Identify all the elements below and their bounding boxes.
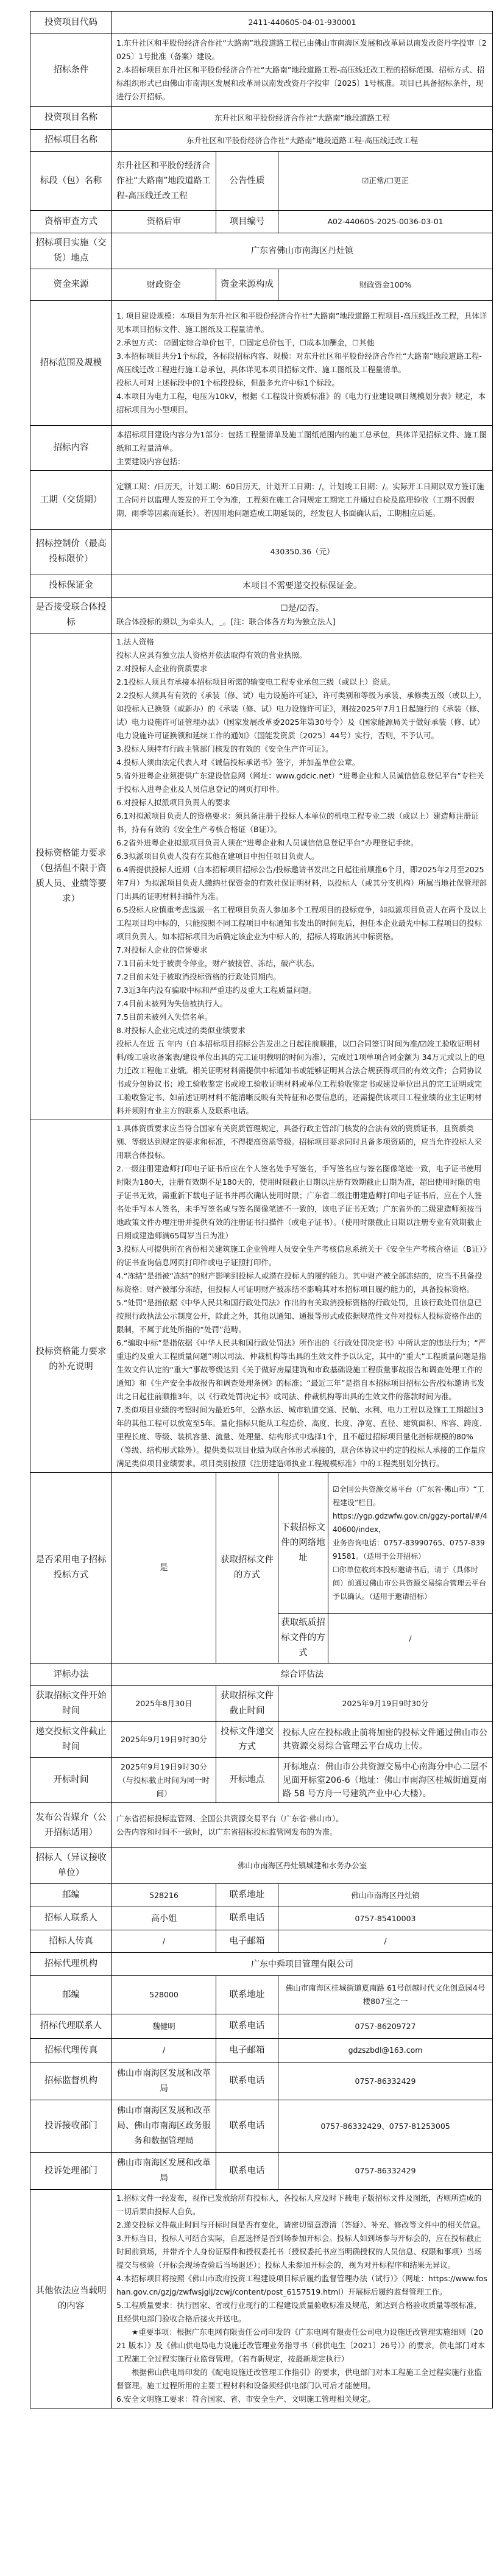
paragraph: 2.递交投标文件截止时间与开标时间是否有变化，请密切留意澄清（答疑）、补充、修改等文件中的相关信息。 [116,2220,486,2229]
row-investment-name [30,107,493,130]
row-consortium [30,598,493,633]
row-agency-contact [30,2014,493,2039]
label: 联系电话 [216,1907,278,1930]
paragraph: 6.1对拟派项目负责人的资格要求：须具备注册于投标人本单位的机电工程专业二级（或以上）建造师注册证书，持有有效的《安全生产考核合格证（B证）》。 [116,811,479,834]
paragraph: 6.5投标人应慎重考虑选派一名工程项目负责人参加多个工程项目的投标竞争，如拟派项目负责人在两个及以上工程项目均中标的，只能按照不同工程项目中标通知书发出的时间先后，担任本企业最先中标工程项目的投标项目负责人。如本招标项目为后确定该企业为中标人的，招标人将取消其中标资格。 [116,905,487,941]
get-end-value: 2025年9月19日9时30分 [278,1686,493,1722]
tenderer-email-value: / [278,1930,493,1953]
section-name-value: 东升社区和平股份经济合作社“大路南”地段道路工程-高压线迁改工程 [112,152,216,211]
paragraph: 本招标项目建设内容分为1部分：包括工程量清单及施工图纸范围内的施工总承包，具体详见招标文件、施工图纸和工程量清单。 [116,429,487,453]
label: 招标控制价（最高投标限价） [30,530,112,574]
row-review-method [30,211,493,233]
consortium-note: 联合体投标的须以_为牵头人，_。[注：联合体各方均为独立法人] [116,617,336,626]
label: 下载招标文件的网络地址 [278,1473,328,1614]
label: 工期（交货期） [30,471,112,530]
media-text [112,1803,493,1848]
complaint-receive-value: 佛山市南海区发展和改革局、佛山市南海区政务服务和数据管理局 [112,2100,216,2153]
notice-type-checkbox[interactable]: ☑正常/☐更正 [278,152,493,211]
paragraph: 公告内容和时间不一致时，以广东省招标投标监管网发布的为准。 [116,1827,338,1837]
row-evaluation [30,1664,493,1686]
paragraph: https://ygp.gdzwfw.gov.cn/ggzy-portal/#/440600/index， [333,1512,488,1534]
label: 联系地址 [216,1884,278,1907]
row-project-name [30,130,493,152]
label: 项目编号 [216,211,278,233]
complaint-receive-phone-value: 0757-86332429、0757-81253005 [278,2100,493,2153]
label: 投标资格能力要求的补充说明 [30,1120,112,1473]
paragraph: 投标人可对上述标段中的1个标段投标，但最多允许中标1个标段。 [116,378,339,387]
investment-name-value: 东升社区和平股份经济合作社“大路南”地段道路工程 [112,107,493,130]
control-price-value: 430350.36（元） [112,530,493,574]
tenderer-zip-value: 528216 [112,1884,216,1907]
label: 资金来源 [30,269,112,301]
label: 招标监督机构 [30,2063,112,2100]
row-deposit [30,574,493,598]
submit-method-value: 投标人应在投标截止前将加密的投标文件通过佛山市公共资源交易综合管理云平台成功上传。 [278,1722,493,1758]
label: 投资项目名称 [30,107,112,130]
tenderer-value: 佛山市南海区丹灶镇城建和水务办公室 [112,1848,493,1884]
paragraph: 1.法人资格 [116,637,154,646]
paragraph: 投标人在近 五 年内（自本招标项目招标公告发出之日起往前顺推，以☐合同签订时间为准/☑竣工验收证明材料/竣工验收备案表/建设单位出具的完工证明载明的时间为准），完成过1项单项合同金额为 34万元或以上的电力迁改工程施工业绩。相关证明材料需提供中标通知书或能够证明其合法合规获得项目的有效文件；合同协议书或分包协议书；竣工验收鉴定书或竣工验收证明材料或单位工程验收鉴定书或建设单位出具的完工证明或完工验收鉴定书，如前述证明材料不能清晰反映有关特征和必要信息的，还需提供该项目工程业绩的业主证明材料并须附有业主方的联系人及联系电话。 [116,1039,486,1115]
label: 投标保证金 [30,574,112,598]
label: 招标人（异议接收单位） [30,1848,112,1884]
paragraph: 2.2投标人须具有有效的《承装（修、试）电力设施许可证》，许可类别和等级为承装、承修类五级（或以上），如投标人已换领（或新办）的《承装（修、试）电力设施许可证》，则按2025年7月1日起施行的《承装（修、试）电力设施许可证管理办法》（国家发展改革委2025年第30号令）及《国家能源局关于做好承装（修、试）电力设施许可证换领和延续工作的通知》（国能发资质〔2025〕44号）实行，否则，不予认可。 [116,691,487,740]
row-funding [30,269,493,301]
row-content [30,426,493,471]
supplement-text [112,1120,493,1473]
electronic-value: 是 [112,1473,216,1664]
tenderer-fax-value: / [112,1930,216,1953]
funding-value: 财政资金 [112,269,216,301]
label: 招标人传真 [30,1930,112,1953]
project-code-value: 2411-440605-04-01-930001 [112,12,493,34]
row-agency-zip [30,1976,493,2014]
row-tenderer [30,1848,493,1884]
agency-fax-value: / [112,2039,216,2063]
label: 招标内容 [30,426,112,471]
paragraph: 6.4需提供投标人近期（自本招标项目招标公告/投标邀请书发出之日起往前顺推6个月，即2025年2月至2025年7月）为拟派项目负责人缴纳社保资金的有效社保证明材料，以投标人（或其分支机构）所属当地社保管理部门出具的证明材料扫描件为准。 [116,865,487,901]
row-agency [30,1953,493,1976]
agency-contact-value: 魏健明 [112,2014,216,2039]
review-method-value: 资格后审 [112,211,216,233]
paragraph: 5.工程质量要求：执行国家、省或行业现行的工程建设质量验收标准及规范，须达到合格验收质量等级标准，且经供电部门验收合格后接火并送电。 [116,2301,482,2323]
other-text [112,2190,493,2408]
label: 邮编 [30,1884,112,1907]
label: 电子邮箱 [216,1930,278,1953]
supervision-phone-value: 0757-86332429 [278,2063,493,2100]
row-submit [30,1722,493,1758]
download-address-text [328,1473,493,1614]
label: 发布公告媒介（公开招标适用） [30,1803,112,1848]
row-section-name [30,152,493,211]
label: 投诉处理部门 [30,2153,112,2190]
project-name-value: 东升社区和平股份经济合作社“大路南”地段道路工程-高压线迁改工程 [112,130,493,152]
label: 资金来源构成 [216,269,278,301]
paragraph: 主要建设内容包括： [116,456,185,466]
label: 投资项目代码 [30,12,112,34]
scope-text [112,301,493,426]
label: 投诉接收部门 [30,2100,112,2153]
label: 招标人联系人 [30,1907,112,1930]
paragraph: 2.本招标项目东升社区和平股份经济合作社“大路南”地段道路工程-高压线迁改工程的招标范围、招标方式、招标组织形式已由佛山市南海区发展和改革局以南发改资丹字投审〔2025〕1号核准。项目已具备招标条件，现进行公开招标。 [116,65,485,101]
label: 招标代理机构 [30,1953,112,1976]
label: 联系电话 [216,2063,278,2100]
paragraph: 1.东升社区和平股份经济合作社“大路南”地段道路工程已由佛山市南海区发展和改革局以南发改资丹字投审〔2025〕1号批准（备案）建设。 [116,38,487,61]
row-media [30,1803,493,1848]
row-qualification [30,633,493,1120]
paragraph: 2.一级注册建造师打印电子证书后应在个人签名处手写签名，手写签名应与签名图像笔迹一致，电子证书使用时限为180天，注册有效期不足180天的，使用时限截止日期以注册有效期截止日期为准，超出使用时限的电子证书无效，需重新下载电子证书并再次确认使用时限；广东省二级注册建造师打印电子证书后，应在个人签名处手写本人签名，未手写签名或与签名图像笔迹不一致的，该电子证书无效；广东省外的二级建造师须按当地政策文件办理注册并提供有效的注册证书扫描件（或电子证书）。（使用时限截止日期以注册专业有效期截止日期或建造师满65周岁当日为准） [116,1164,483,1240]
row-opening [30,1758,493,1803]
label: 招标项目名称 [30,130,112,152]
paragraph: 1.招标文件一经发布，视作已发放给所有投标人，各投标人应及时下载电子版招标文件及图纸，否则所造成的一切后果由投标人自负。 [116,2193,482,2216]
label: 获取招标文件的方式 [216,1473,278,1664]
agency-zip-value: 528000 [112,1976,216,2014]
paragraph: 2.承包方式： ☑固定综合单价包干，☐固定总价包干，☐成本加酬金，☐其他 [116,338,375,347]
paragraph: 7.4目前未被列为失信被执行人。 [116,999,228,1008]
row-complaint-receive [30,2100,493,2153]
label: 联系电话 [216,2153,278,2190]
tenderer-address-value: 佛山市南海区丹灶镇 [278,1884,493,1907]
qualification-text [112,633,493,1120]
tenderer-phone-value: 0757-85410003 [278,1907,493,1930]
label: 邮编 [30,1976,112,2014]
label: 开标地点 [216,1758,278,1803]
label: 联系电话 [216,2014,278,2039]
label: 是否接受联合体投标 [30,598,112,633]
row-electronic [30,1473,493,1614]
label: 电子邮箱 [216,2039,278,2063]
paragraph: 3.开标当日，投标人可结合实际，自愿选择是否到场参加开标会。投标人如到场参与开标会的，应在投标截止时间前到场，并带齐个人身份证原件和授权委托书（授权委托书应当明确授权的人员信息、权限和事项）当场提交与核验（开标会现场查验后当场退还）；投标人未参加开标会的，视为对开标程序和结果无异议。 [116,2234,483,2270]
row-complaint-handle [30,2153,493,2190]
label: 联系地址 [216,1976,278,2014]
row-tenderer-fax [30,1930,493,1953]
paragraph: 6.对投标人拟派项目负责人的要求 [116,798,230,807]
row-tender-condition [30,34,493,107]
paragraph: 7.3近3年内没有骗取中标和严重违约及重大工程质量问题。 [116,986,316,995]
paragraph: 5.省外进粤企业须提供广东建设信息网（网址：www.gdcic.net）“进粤企业和人员诚信信息登记平台”专栏关于投标人进粤企业及人员信息登记的网页打印件。 [116,771,484,794]
label: 开标时间 [30,1758,112,1803]
paragraph: 1. 项目建设规模：本项目为东升社区和平股份经济合作社“大路南”地段道路工程项目-高压线迁改工程，具体详见本项目招标文件、施工图纸及工程量清单。 [116,311,487,334]
label: 递交投标文件截止时间 [30,1722,112,1758]
label: 招标条件 [30,34,112,107]
consortium-checkbox[interactable]: ☐是/☑否。 [280,604,324,613]
paragraph: 7.5目前未被列入失信名单。 [116,1012,213,1022]
label: 投标资格能力要求（包括但不限于资质人员、业绩等要求） [30,633,112,1120]
agency-address-value: 佛山市南海区桂城街道夏南路 61号创越时代文化创意园4号楼807室之一 [278,1976,493,2014]
paragraph: 3.投标人可提供所在省份相关建筑施工企业管理人员安全生产考核信息系统关于《安全生产考核合格证（B证）》的证书查询信息网页打印件或电子证照打印件。 [116,1244,487,1267]
get-start-value: 2025年8月30日 [112,1686,216,1722]
complaint-handle-value: 佛山市南海区发展和改革局 [112,2153,216,2190]
label: 获取招标文件开始时间 [30,1686,112,1722]
paragraph: 6.2省外进粤企业拟派项目负责人须在“进粤企业和人员诚信信息登记平台”办理登记手续。 [116,838,419,847]
paragraph: ☑全国公共资源交易平台（广东省·佛山市）“工程建设”栏目。 [333,1485,484,1507]
label: 资格审查方式 [30,211,112,233]
paragraph: 1.具体资质要求应当符合国家有关资质管理规定，具备行政主管部门核发的合法有效的资质证书，且资质类别、等级达到规定的要求和标准，不得提高资质等级。招标项目要求同时具备多项资质的，应当允许投标人采用联合体投标。 [116,1124,483,1160]
agency-value: 广东中舜项目管理有限公司 [112,1953,493,1976]
agency-phone-value: 0757-86209727 [278,2014,493,2039]
paragraph: 2.1投标人须具有承接本招标项目所需的输变电工程专业承包三级（或以上）资质。 [116,677,395,686]
content-text [112,426,493,471]
paragraph: 4.本项目为电力工程，电压为10kV，根据《工程设计资质标准》的《电力行业建设项目规模划分表》规定，本招标项目为小型项目。 [116,392,486,414]
agency-email-link[interactable]: gdzszbdl@163.com [278,2039,493,2063]
period-text [112,471,493,530]
label: 招标代理传真 [30,2039,112,2063]
opening-place-value: 开标地点：佛山市公共资源交易中心南海分中心二层不见面开标室206-6（地址：佛山市南海区桂城街道夏南路 58 号方舟一号建筑产业中心大楼）。 [278,1758,493,1803]
consortium-cell [112,598,493,633]
row-supervision [30,2063,493,2100]
row-control-price [30,530,493,574]
row-tenderer-contact [30,1907,493,1930]
paragraph: 8.对投标人企业完成过的类似业绩要求 [116,1026,246,1035]
label: 是否采用电子招标投标方式 [30,1473,112,1664]
label: 其他依法应当载明的内容 [30,2190,112,2408]
paragraph: 7.对投标人企业的信誉要求 [116,945,208,955]
paragraph: 6.安全文明施工要求：符合国家、省、市安全生产、文明施工管理相关规定。 [116,2394,375,2404]
row-other [30,2190,493,2408]
complaint-handle-phone-value: 0757-86332429 [278,2153,493,2190]
paragraph: 业务咨询电话：0757-83990765、0757-83991581。（适用于公开招标） [333,1539,485,1561]
label: 获取纸质招标文件的方式 [278,1614,328,1664]
paragraph: 6.“骗取中标”是指依据《中华人民共和国行政处罚法》所作出的《行政处罚决定书》中所认定的违法行为；“严重违约及重大工程质量问题”则以司法、仲裁机构等出具的生效文件予以认定，其中的“重大”工程质量问题是指生效文件认定的“重大”事故等级达到《关于做好房屋建筑和市政基础设施工程质量事故报告和调查处理工作的通知》和《生产安全事故报告和调查处理条例》的标准；“最近三年”是指自本招标项目招标公告/投标邀请书发出之日起往前顺推3年，以《行政处罚决定书》或司法、仲裁机构等出具的生效文件的落款时间为准。 [116,1338,486,1401]
paragraph: 4.投标人须由法定代表人对《诚信投标承诺书》签字，并加盖单位公章。 [116,758,360,767]
evaluation-value: 综合评估法 [112,1664,493,1686]
row-period [30,471,493,530]
row-tenderer-zip [30,1884,493,1907]
label: 联系电话 [216,2100,278,2153]
label: 招标项目实施（交货）地点 [30,233,112,269]
row-get-time [30,1686,493,1722]
row-scope [30,301,493,426]
location-value: 广东省佛山市南海区丹灶镇 [112,233,493,269]
paragraph: 4.“冻结”是指被“冻结”的财产影响到投标人或潜在投标人的履约能力。其中财产被全部冻结的，应当不具备投标资格；财产被部分冻结，但投标人可证明财产被冻结不影响其对本招标项目履约能力的，具备投标资格。 [116,1271,483,1294]
paragraph: 5.“处罚”是指依据《中华人民共和国行政处罚法》作出的有关取消投标资格的行政处罚，且该行政处罚信息已按照行政执法公示制度公开，除此之外，其他以通知、通报等形式或依据规范性文件对投标人投标资格作出的限制，不属于此处所指的“处罚”范畴。 [116,1298,483,1334]
label: 获取招标文件截止时间 [216,1686,278,1722]
label: 招标代理联系人 [30,2014,112,2039]
paragraph: 7.类似项目业绩的考察时间为最近5年，公路水运、城市轨道交通、民航、水利、电力工程以及施工工期超过3年的其他工程可以放宽至5年。量化指标只能从工程造价、高度、长度、净宽、直径、建筑面积、库容、跨度、里程长度、等级、装机容量、流量、处理量、结构形式中选择1个，且不超过招标项目量化指标规模的80%（等级、结构形式除外）。提供类似项目业绩为联合体形式承接的，联合体协议中约定的投标人承接的工作量应满足类似项目业绩要求。项目类别按照《注册建造师执业工程规模标准》中的工程类别划分执行。 [116,1405,487,1468]
paragraph: 3.投标人须持有行政主管部门核发的有效的《安全生产许可证》。 [116,744,333,753]
submit-deadline-value: 2025年9月19日9时30分 [112,1722,216,1758]
paragraph: 投标人应具有独立法人资格并依法取得有效的营业执照。 [116,651,307,660]
deposit-value: 本项目不需要递交投标保证金。 [112,574,493,598]
opening-time-value: 2025年9月19日9时30分（与投标截止时间为同一时间） [112,1758,216,1803]
paragraph: 定额工期：/日历天，计划工期：60日历天，计划开工日期：/，计划竣工日期：/。实际开工日期以双方签订施工合同并以监理人签发的开工令为准，工程须在施工合同规定工期完工并通过自检及监理验收（工期不因假期、雨季等因素而延长）。若因用地问题造成工期延误的，经发包人书面确认后，工期相应后延。 [116,482,484,518]
paragraph: 广东省招标投标监管网、全国公共资源交易平台（广东省·佛山市）。 [116,1813,344,1823]
label: 标段（包）名称 [30,152,112,211]
paragraph: 7.2目前未处于被取消投标资格的行政处罚期内。 [116,972,281,981]
paragraph: 6.3拟派项目负责人没有在其他在建项目中担任项目负责人。 [116,852,319,861]
paragraph: 根据佛山供电局印发的《配电设施迁改管理工作指引》的要求，供电部门对本工程施工全过程实施行业监督管理。施工过程所用的主要工程材料和设备须经供电部门认可后才能使用。 [116,2368,483,2390]
label: 投标文件递交方式 [216,1722,278,1758]
label: 招标范围及规模 [30,301,112,426]
paragraph: 2.对投标人企业的资质要求 [116,664,208,673]
paragraph: 3.本招标项目共分1个标段，各标段招标内容、规模：对东升社区和平股份经济合作社“大路南”地段道路工程-高压线迁改工程进行施工总承包，具体详见本项目招标文件、施工图纸及工程量清单。 [116,351,482,374]
paragraph: 4.本招标项目将按照《佛山市政府投资工程建设项目标后履约监督管理办法（试行）》（网址：https://www.foshan.gov.cn/gzjg/zwfwsjglj/zcwj/content/post_6157519.html）开展标后履约监督管理工作。 [116,2274,487,2296]
row-location [30,233,493,269]
funding-composition-value: 财政资金100% [278,269,493,301]
label: 评标办法 [30,1664,112,1686]
label: 公告性质 [216,152,278,211]
tender-notice-table [30,11,493,2408]
row-project-code [30,12,493,34]
tender-condition-text [112,34,493,107]
tenderer-contact-value: 高小姐 [112,1907,216,1930]
paragraph: ☐你单位收到本投标邀请书后，请于（具体时间）前通过佛山市公共资源交易综合管理云平台予以确认。（适用于邀请招标） [333,1565,487,1601]
project-number-value: A02-440605-2025-0036-03-01 [278,211,493,233]
supervision-value: 佛山市南海区发展和改革局 [112,2063,216,2100]
paragraph: ★重要事项：根据广东电网有限责任公司印发的《广东电网有限责任公司电力设施迁改管理实施细则（2021 版本）》及《佛山供电局电力设施迁改管理业务指导书（佛供电生〔2021〕26号）》的要求，供电部门对本工程施工全过程实施行业监督管理。（若有新规定，按最新规定执行） [116,2327,486,2363]
row-supplement [30,1120,493,1473]
paragraph: 7.1目前未处于被责令停业，财产被接管、冻结，破产状态。 [116,959,319,968]
row-agency-fax [30,2039,493,2063]
paper-method-value: / [328,1614,493,1664]
